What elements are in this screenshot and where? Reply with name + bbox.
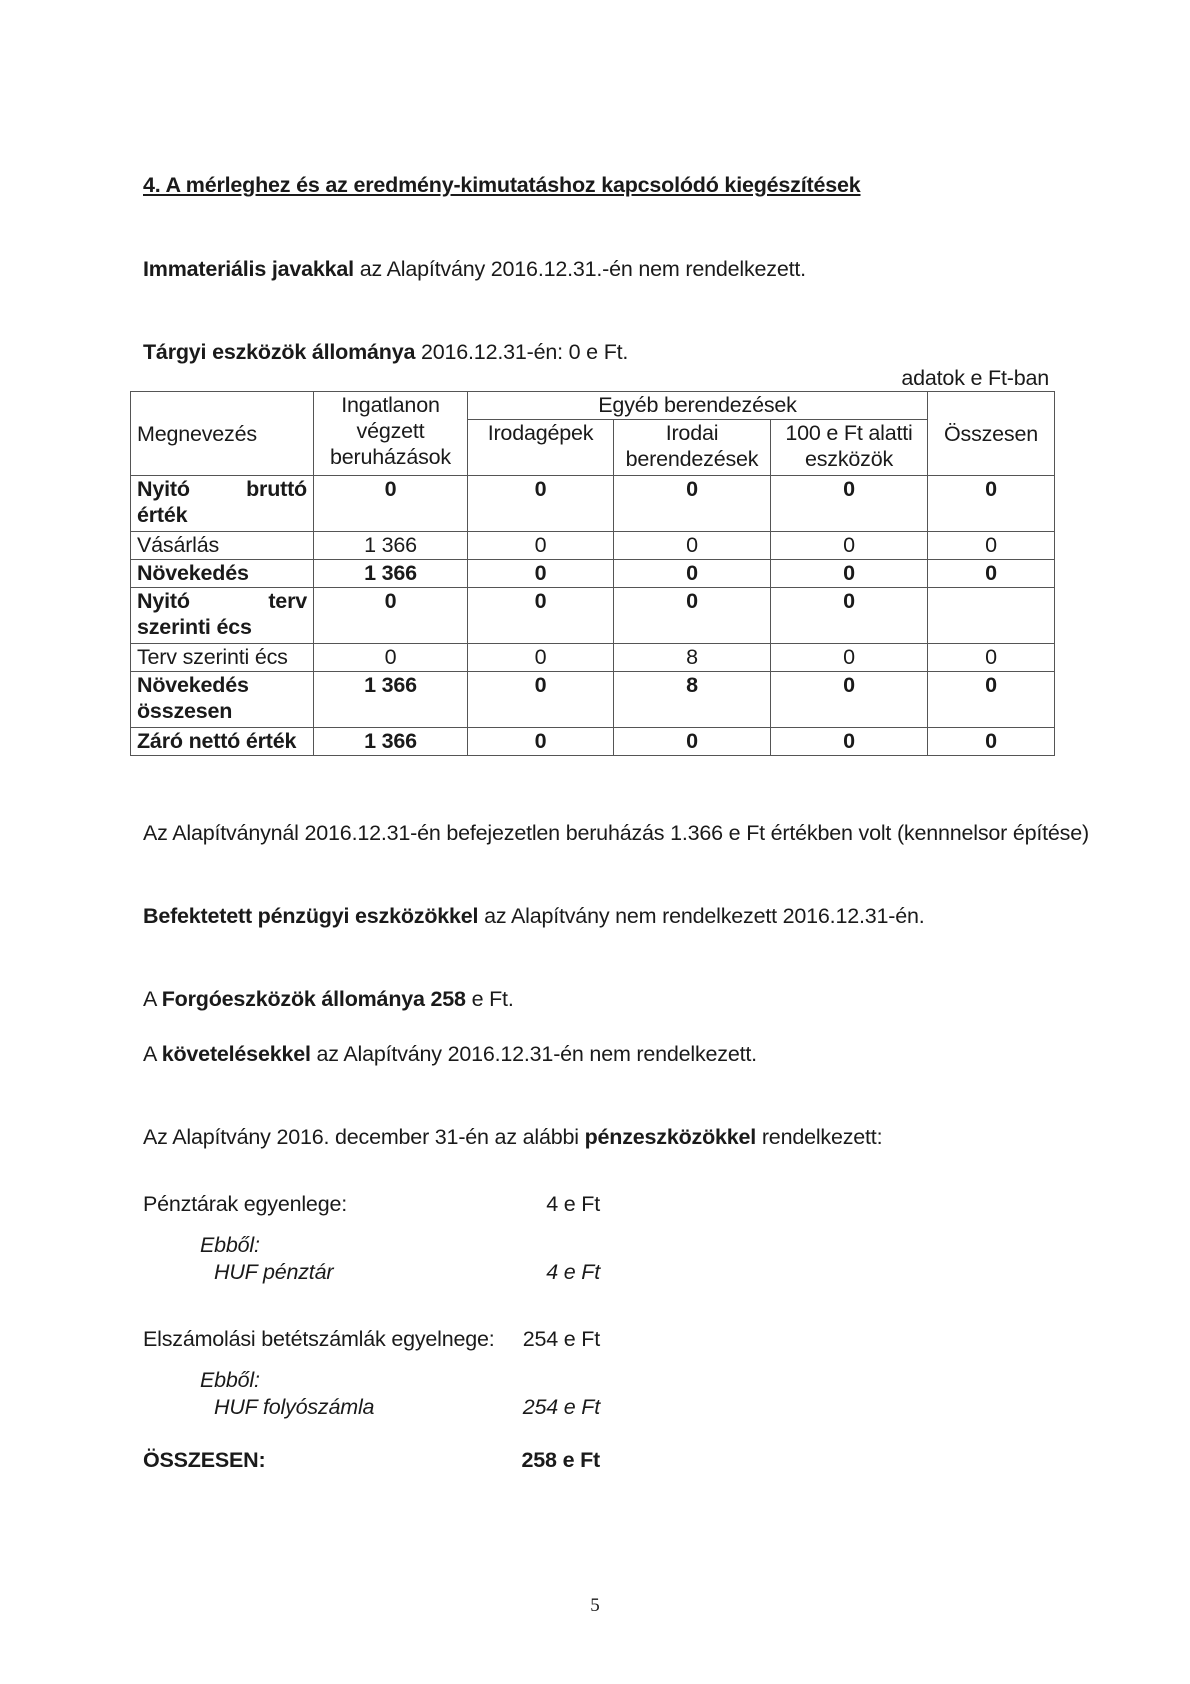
cash-total-value: 258 e Ft — [521, 1448, 600, 1472]
cash-desk-label: Pénztárak egyenlege: — [143, 1192, 347, 1216]
accounts-value: 254 e Ft — [522, 1327, 600, 1351]
huf-account-value: 254 e Ft — [522, 1395, 600, 1419]
receivables-bold: követelésekkel — [161, 1042, 311, 1066]
cell: 0 — [928, 672, 1055, 728]
row-label: Növekedés összesen — [131, 672, 314, 728]
cell: 1 366 — [314, 532, 468, 560]
cell: 0 — [468, 728, 614, 756]
header-office-equipment — [614, 420, 771, 476]
header-small-assets-line-2: eszközök — [804, 447, 894, 471]
header-real-estate-line-3: beruházások — [330, 445, 451, 469]
unfinished-investment-text: Az Alapítványnál 2016.12.31-én befejezetlen beruházás 1.366 e Ft értékben volt (kennnelsor építése) — [143, 821, 1089, 845]
intangible-bold: Immateriális javakkal — [143, 257, 354, 281]
row-label: Terv szerinti écs — [131, 644, 314, 672]
table-row — [131, 644, 1055, 672]
cell: 0 — [771, 532, 928, 560]
table-row — [131, 560, 1055, 588]
cell: 0 — [771, 672, 928, 728]
section-heading: 4. A mérleghez és az eredmény-kimutatáshoz kapcsolódó kiegészítések — [143, 173, 861, 197]
cell: 0 — [468, 560, 614, 588]
header-real-estate-line-2: végzett — [356, 419, 425, 443]
header-total: Összesen — [928, 392, 1055, 476]
cell: 0 — [614, 560, 771, 588]
table-row — [131, 672, 1055, 728]
cell: 0 — [928, 728, 1055, 756]
cash-intro-rest: rendelkezett: — [756, 1125, 883, 1149]
current-assets-bold: Forgóeszközök állománya 258 — [161, 987, 466, 1011]
table-row — [131, 476, 1055, 532]
cell: 8 — [614, 672, 771, 728]
table-row — [131, 532, 1055, 560]
tangible-rest: 2016.12.31-én: 0 e Ft. — [415, 340, 629, 364]
financial-bold: Befektetett pénzügyi eszközökkel — [143, 904, 479, 928]
header-small-assets-line-1: 100 e Ft alatti — [785, 421, 913, 445]
cell: 1 366 — [314, 560, 468, 588]
table-row — [131, 728, 1055, 756]
page-number: 5 — [590, 1595, 600, 1616]
cell: 1 366 — [314, 728, 468, 756]
cell: 0 — [614, 532, 771, 560]
table-row — [131, 588, 1055, 644]
cell: 0 — [771, 728, 928, 756]
huf-desk-label: HUF pénztár — [214, 1260, 334, 1284]
tangible-paragraph — [143, 339, 628, 365]
cell: 8 — [614, 644, 771, 672]
cell: 0 — [928, 476, 1055, 532]
row-label: Nyitó bruttó érték — [131, 476, 314, 532]
cell: 0 — [771, 588, 928, 644]
header-office-machines: Irodagépek — [468, 420, 614, 476]
cell: 0 — [468, 532, 614, 560]
cash-desk-value: 4 e Ft — [546, 1192, 600, 1216]
header-office-equipment-line-1: Irodai — [665, 421, 719, 445]
intangible-rest: az Alapítvány 2016.12.31.-én nem rendelkezett. — [353, 257, 806, 281]
cell: 0 — [771, 476, 928, 532]
cell: 0 — [314, 588, 468, 644]
receivables-rest: az Alapítvány 2016.12.31-én nem rendelkezett. — [310, 1042, 757, 1066]
cell: 0 — [468, 588, 614, 644]
of-which-label-1: Ebből: — [200, 1233, 260, 1257]
cash-intro-paragraph — [143, 1124, 882, 1150]
cell — [928, 588, 1055, 644]
of-which-label-2: Ebből: — [200, 1368, 260, 1392]
row-label: Növekedés — [131, 560, 314, 588]
cash-intro-bold: pénzeszközökkel — [584, 1125, 757, 1149]
header-name: Megnevezés — [131, 392, 314, 476]
unit-note: adatok e Ft-ban — [901, 366, 1049, 390]
header-other-group: Egyéb berendezések — [468, 392, 928, 420]
row-label: Záró nettó érték — [131, 728, 314, 756]
cell: 0 — [314, 476, 468, 532]
huf-desk-value: 4 e Ft — [546, 1260, 600, 1284]
financial-rest: az Alapítvány nem rendelkezett 2016.12.31-én. — [478, 904, 925, 928]
cell: 0 — [928, 644, 1055, 672]
huf-account-label: HUF folyószámla — [214, 1395, 375, 1419]
cell: 0 — [614, 476, 771, 532]
financial-assets-paragraph — [143, 903, 925, 929]
tangible-bold: Tárgyi eszközök állománya — [143, 340, 416, 364]
current-assets-paragraph — [143, 986, 514, 1012]
cell: 0 — [314, 644, 468, 672]
header-small-assets — [771, 420, 928, 476]
header-office-equipment-line-2: berendezések — [625, 447, 759, 471]
accounts-label: Elszámolási betétszámlák egyelnege: — [143, 1327, 495, 1351]
cell: 0 — [771, 560, 928, 588]
cash-total-label: ÖSSZESEN: — [143, 1448, 266, 1472]
row-label: Nyitó terv szerinti écs — [131, 588, 314, 644]
header-real-estate-line-1: Ingatlanon — [341, 393, 440, 417]
cell: 0 — [614, 728, 771, 756]
tangible-assets-table — [130, 391, 1055, 756]
current-assets-rest: e Ft. — [465, 987, 514, 1011]
cell: 0 — [928, 560, 1055, 588]
cash-intro-pre: Az Alapítvány 2016. december 31-én az alábbi — [143, 1125, 585, 1149]
receivables-pre: A — [143, 1042, 162, 1066]
cell: 0 — [468, 644, 614, 672]
cell: 0 — [468, 476, 614, 532]
intangible-paragraph — [143, 256, 806, 282]
cell: 0 — [468, 672, 614, 728]
cell: 0 — [771, 644, 928, 672]
header-real-estate — [314, 392, 468, 476]
receivables-paragraph — [143, 1041, 757, 1067]
current-assets-pre: A — [143, 987, 162, 1011]
cell: 0 — [614, 588, 771, 644]
row-label: Vásárlás — [131, 532, 314, 560]
cell: 1 366 — [314, 672, 468, 728]
cell: 0 — [928, 532, 1055, 560]
